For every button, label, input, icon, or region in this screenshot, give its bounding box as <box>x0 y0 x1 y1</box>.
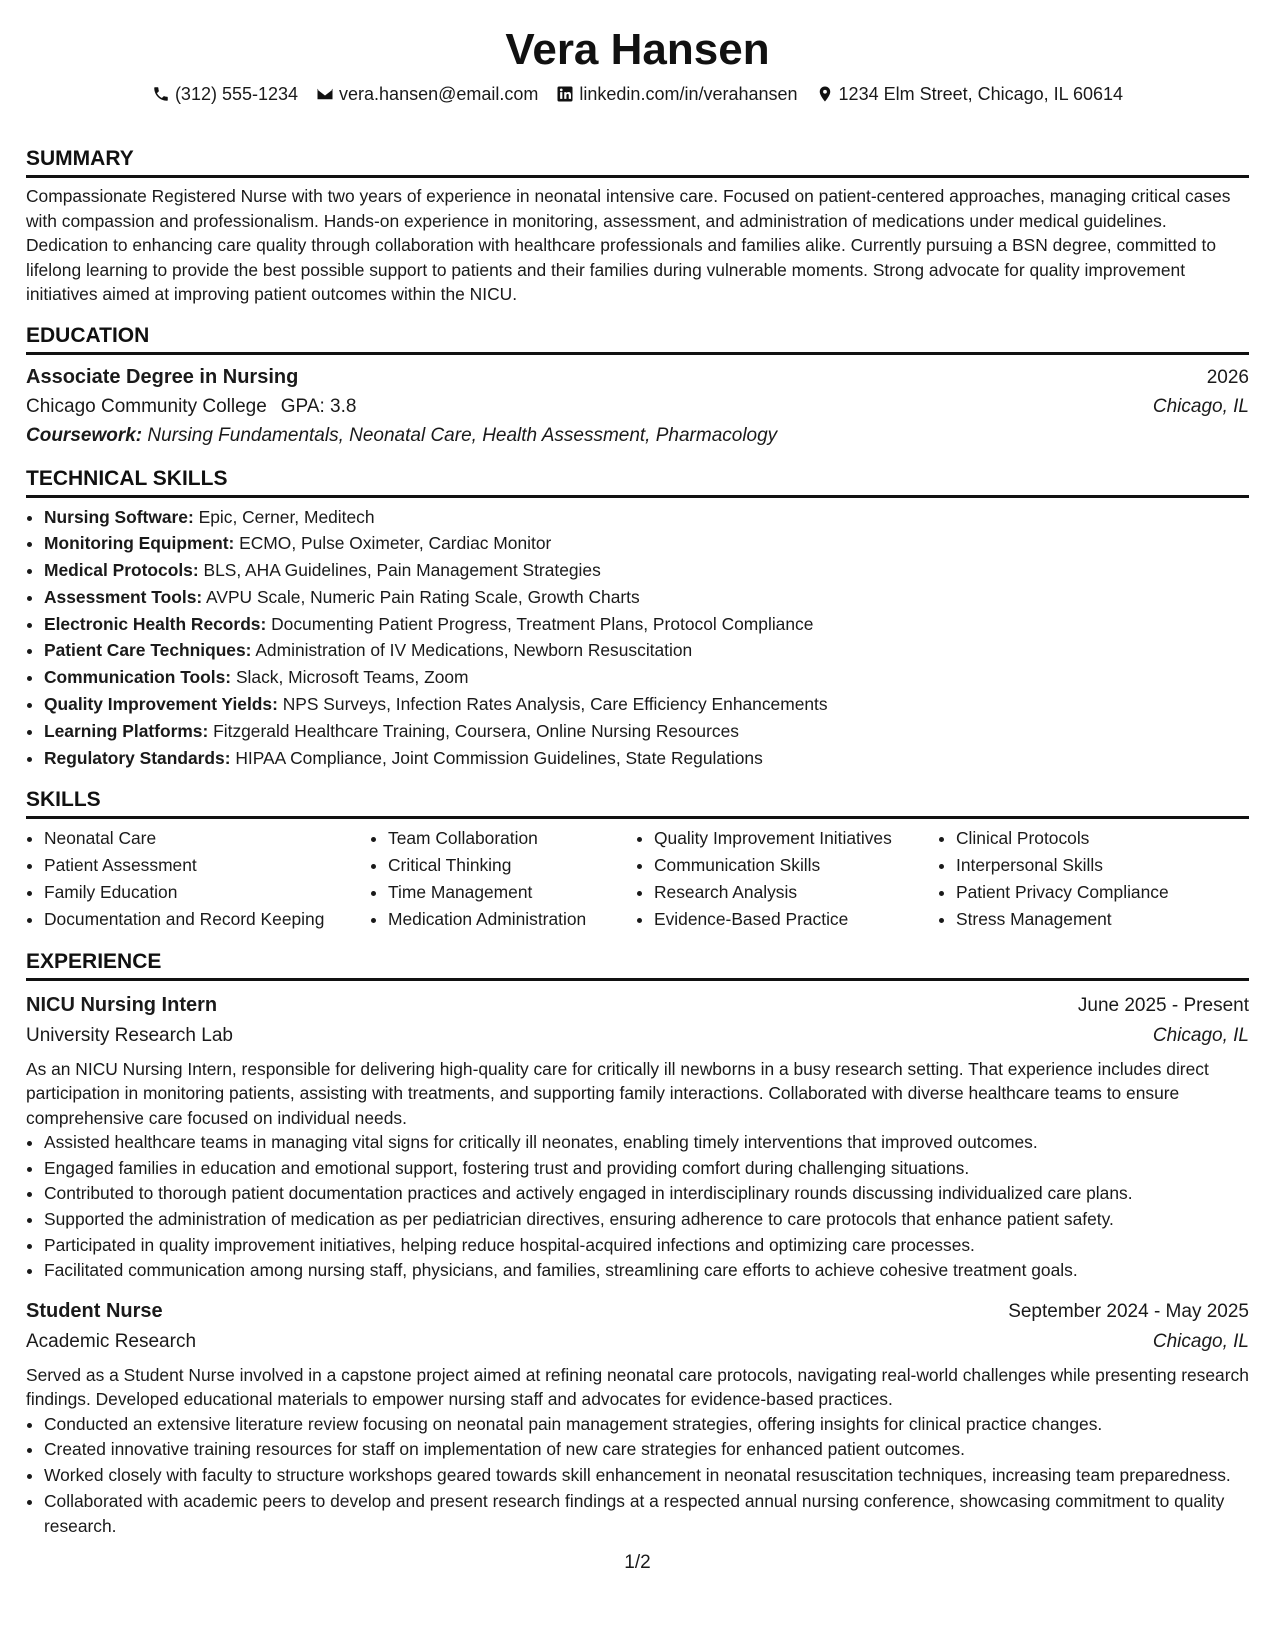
tech-skill-value: AVPU Scale, Numeric Pain Rating Scale, Growth Charts <box>206 586 640 607</box>
summary-heading: SUMMARY <box>26 146 1249 178</box>
school-location: Chicago, IL <box>1152 395 1249 417</box>
list-item: • Clinical Protocols <box>956 825 1238 852</box>
education-section <box>26 323 1249 450</box>
education-school-row <box>26 392 1249 422</box>
skills-column <box>636 825 938 932</box>
list-item <box>44 530 1249 557</box>
degree-title: Associate Degree in Nursing <box>26 365 299 388</box>
skills-column <box>938 825 1238 932</box>
contact-phone <box>152 82 298 106</box>
tech-skill-value: Slack, Microsoft Teams, Zoom <box>235 667 469 688</box>
tech-skill-label: Communication Tools: <box>44 667 232 688</box>
coursework-line <box>26 422 1249 450</box>
page-number: 1/2 <box>624 1552 651 1573</box>
tech-skill-value: HIPAA Compliance, Joint Commission Guidelines, State Regulations <box>235 747 763 768</box>
skills-grid <box>26 825 1249 932</box>
list-item: • Facilitated communication among nursing staff, physicians, and families, streamlining care efforts to achieve cohesive treatment goals. <box>44 1258 1249 1284</box>
job-title-row <box>26 990 1249 1021</box>
summary-section <box>26 146 1249 307</box>
experience-entry <box>26 1296 1249 1540</box>
list-item: • Collaborated with academic peers to develop and present research findings at a respected annual nursing conference, showcasing commitment to quality research. <box>44 1489 1249 1540</box>
school-name: Chicago Community College <box>26 395 267 417</box>
tech-skill-label: Nursing Software: <box>44 506 194 527</box>
list-item: • Contributed to thorough patient documentation practices and actively engaged in interdisciplinary rounds discussing individualized care plans. <box>44 1181 1249 1207</box>
address-text: 1234 Elm Street, Chicago, IL 60614 <box>838 84 1124 104</box>
job-description: As an NICU Nursing Intern, responsible for delivering high-quality care for critically ill newborns in a busy research setting. That experience includes direct participation in monitoring patients, assisting with treatments, and supporting family interactions. Collaborated with diverse healthcare teams to ensure comprehensive care focused on individual needs. <box>26 1058 1209 1128</box>
tech-skill-value: Fitzgerald Healthcare Training, Coursera, Online Nursing Resources <box>213 720 739 741</box>
list-item: • Worked closely with faculty to structure workshops geared towards skill enhancement in neonatal resuscitation techniques, increasing team preparedness. <box>44 1463 1249 1489</box>
email-text[interactable]: vera.hansen@email.com <box>339 84 539 104</box>
tech-skill-label: Quality Improvement Yields: <box>44 694 278 715</box>
education-row <box>26 363 1249 392</box>
list-item: • Participated in quality improvement initiatives, helping reduce hospital-acquired infections and optimizing care processes. <box>44 1233 1249 1259</box>
tech-skill-value: NPS Surveys, Infection Rates Analysis, Care Efficiency Enhancements <box>282 694 828 715</box>
tech-skill-label: Medical Protocols: <box>44 560 199 581</box>
tech-skill-label: Learning Platforms: <box>44 720 209 741</box>
school-line <box>26 392 356 422</box>
list-item <box>44 611 1249 638</box>
candidate-name: Vera Hansen <box>505 25 770 74</box>
list-item: • Communication Skills <box>654 852 938 879</box>
list-item: • Created innovative training resources for staff on implementation of new care strategies for enhanced patient outcomes. <box>44 1437 1249 1463</box>
list-item: • Supported the administration of medication as per pediatrician directives, ensuring adherence to care protocols that enhance patient safety. <box>44 1207 1249 1233</box>
technical-skills-heading: TECHNICAL SKILLS <box>26 466 1249 498</box>
list-item <box>44 718 1249 745</box>
summary-text: Compassionate Registered Nurse with two years of experience in neonatal intensive care. Focused on patient-centered approaches, managing critical cases with compassion and professionalism. Hands-on experience in monitoring, assessment, and administration of medications under medical guidelines. Dedication to enhancing care quality through collaboration with healthcare professionals and families alike. Currently pursuing a BSN degree, committed to lifelong learning to provide the best possible support to patients and their families during vulnerable moments. Strong advocate for quality improvement initiatives aimed at improving patient outcomes within the NICU. <box>26 186 1231 304</box>
list-item: • Interpersonal Skills <box>956 852 1238 879</box>
list-item: • Documentation and Record Keeping <box>44 906 370 933</box>
list-item: • Conducted an extensive literature review focusing on neonatal pain management strategies, offering insights for clinical practice changes. <box>44 1412 1249 1438</box>
job-location: Chicago, IL <box>1152 1024 1249 1046</box>
map-marker-icon <box>816 85 834 103</box>
job-dates: June 2025 - Present <box>1077 994 1249 1016</box>
contact-bar <box>26 82 1249 106</box>
tech-skill-value: BLS, AHA Guidelines, Pain Management Strategies <box>203 560 601 581</box>
contact-email[interactable] <box>316 82 538 106</box>
job-role: NICU Nursing Intern <box>26 993 218 1016</box>
list-item: • Engaged families in education and emotional support, fostering trust and providing comfort during challenging situations. <box>44 1156 1249 1182</box>
tech-skill-label: Regulatory Standards: <box>44 747 231 768</box>
job-org: Academic Research <box>26 1330 197 1352</box>
technical-skills-section <box>26 466 1249 772</box>
job-bullets <box>26 1412 1249 1540</box>
job-title-row <box>26 1296 1249 1327</box>
skills-column <box>370 825 636 932</box>
education-heading: EDUCATION <box>26 323 1249 355</box>
skills-section <box>26 787 1249 932</box>
tech-skill-value: Documenting Patient Progress, Treatment Plans, Protocol Compliance <box>271 613 814 634</box>
job-location: Chicago, IL <box>1152 1330 1249 1352</box>
list-item <box>44 691 1249 718</box>
list-item: • Critical Thinking <box>388 852 636 879</box>
list-item: • Neonatal Care <box>44 825 370 852</box>
phone-icon <box>152 85 170 103</box>
experience-entry <box>26 990 1249 1284</box>
tech-skill-label: Assessment Tools: <box>44 586 203 607</box>
list-item <box>44 637 1249 664</box>
gpa: GPA: 3.8 <box>280 395 357 417</box>
coursework-label: Coursework: <box>26 424 143 446</box>
list-item: • Family Education <box>44 879 370 906</box>
list-item <box>44 664 1249 691</box>
coursework-list: Nursing Fundamentals, Neonatal Care, Health Assessment, Pharmacology <box>147 424 778 446</box>
list-item <box>44 557 1249 584</box>
linkedin-icon <box>556 85 574 103</box>
tech-skill-label: Monitoring Equipment: <box>44 533 235 554</box>
linkedin-text[interactable]: linkedin.com/in/verahansen <box>579 84 798 104</box>
list-item: • Research Analysis <box>654 879 938 906</box>
experience-heading: EXPERIENCE <box>26 949 1249 981</box>
job-org-row <box>26 1021 1249 1051</box>
job-org: University Research Lab <box>26 1024 233 1046</box>
list-item: • Medication Administration <box>388 906 636 933</box>
list-item: • Time Management <box>388 879 636 906</box>
phone-text: (312) 555-1234 <box>174 84 299 104</box>
list-item: • Evidence-Based Practice <box>654 906 938 933</box>
skills-column <box>26 825 370 932</box>
contact-linkedin[interactable] <box>556 82 797 106</box>
tech-skill-value: Epic, Cerner, Meditech <box>198 506 375 527</box>
contact-address <box>816 82 1124 106</box>
technical-skills-list <box>26 504 1249 772</box>
job-role: Student Nurse <box>26 1299 163 1322</box>
graduation-year: 2026 <box>1206 366 1249 388</box>
tech-skill-label: Patient Care Techniques: <box>44 640 252 661</box>
experience-section <box>26 949 1249 1540</box>
job-description: Served as a Student Nurse involved in a capstone project aimed at refining neonatal care protocols, navigating real-world challenges while presenting research findings. Developed educational materials to empower nursing staff and advocates for evidence-based practices. <box>26 1364 1249 1410</box>
tech-skill-label: Electronic Health Records: <box>44 613 267 634</box>
tech-skill-value: ECMO, Pulse Oximeter, Cardiac Monitor <box>239 533 552 554</box>
list-item: • Assisted healthcare teams in managing vital signs for critically ill neonates, enabling timely interventions that improved outcomes. <box>44 1130 1249 1156</box>
list-item: • Team Collaboration <box>388 825 636 852</box>
list-item: • Quality Improvement Initiatives <box>654 825 938 852</box>
envelope-icon <box>316 85 334 103</box>
tech-skill-value: Administration of IV Medications, Newborn Resuscitation <box>255 640 693 661</box>
skills-heading: SKILLS <box>26 787 1249 819</box>
list-item <box>44 584 1249 611</box>
job-dates: September 2024 - May 2025 <box>1008 1300 1249 1322</box>
list-item <box>44 504 1249 531</box>
list-item: • Stress Management <box>956 906 1238 933</box>
list-item: • Patient Privacy Compliance <box>956 879 1238 906</box>
job-org-row <box>26 1327 1249 1357</box>
list-item <box>44 745 1249 772</box>
job-bullets <box>26 1130 1249 1284</box>
list-item: • Patient Assessment <box>44 852 370 879</box>
